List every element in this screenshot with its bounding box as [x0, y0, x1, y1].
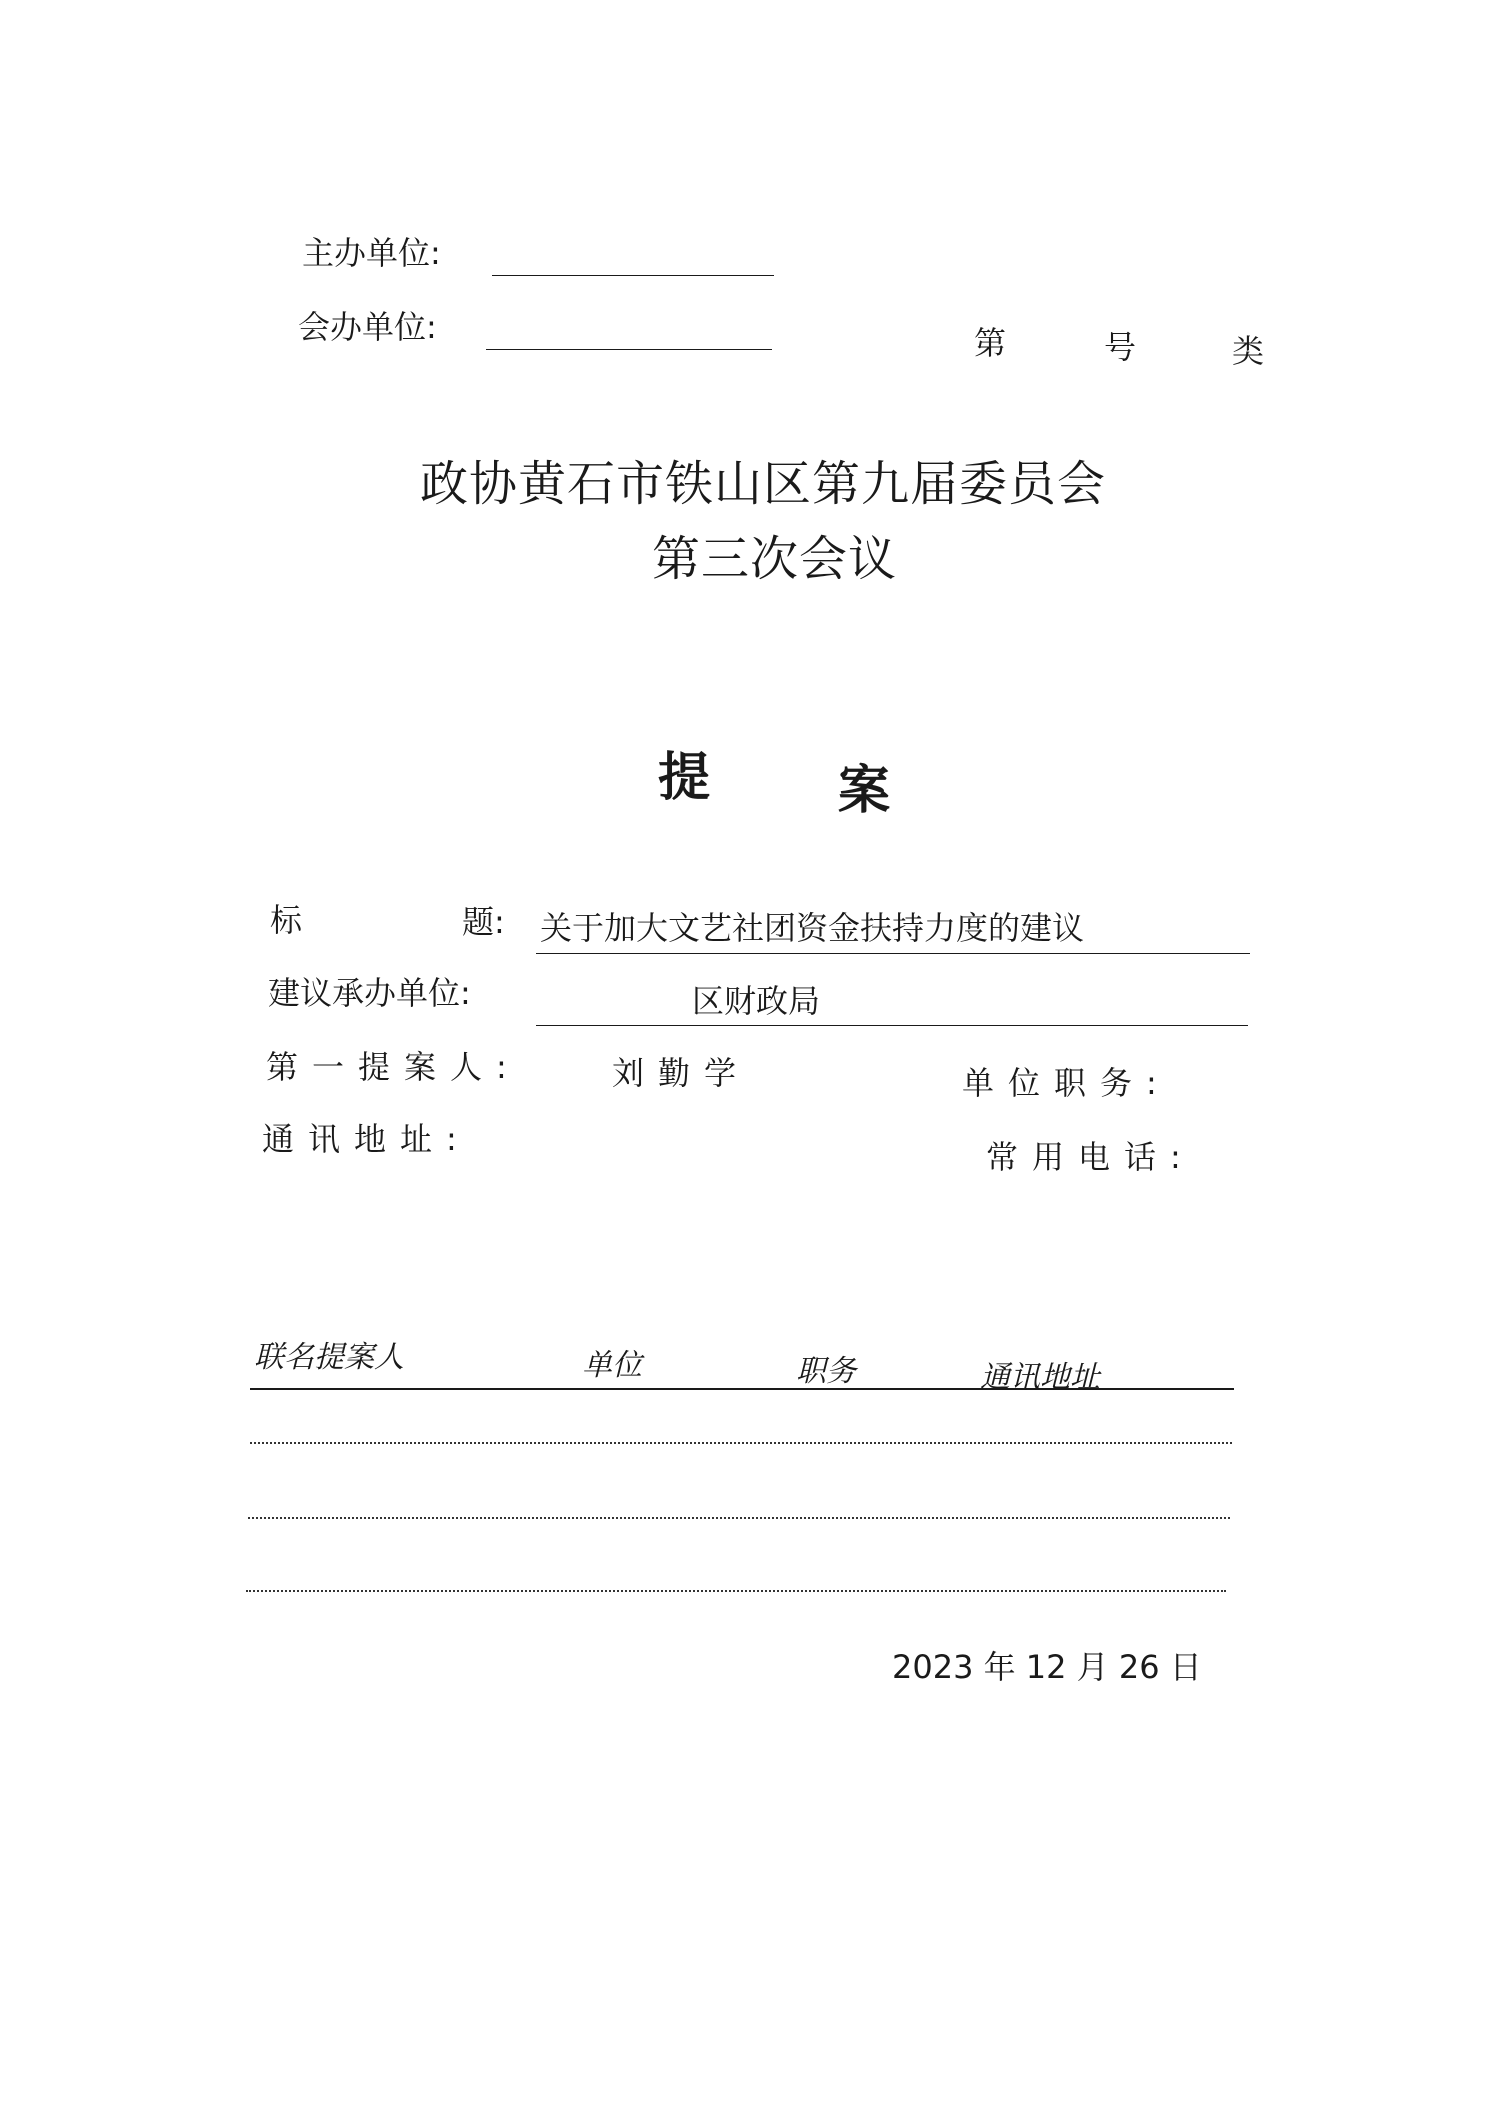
host-unit-label: 主办单位:	[302, 234, 441, 272]
proposal-title-label-b: 题:	[462, 903, 505, 941]
doc-type-char1: 提	[658, 748, 711, 808]
cohost-unit-label: 会办单位:	[298, 308, 437, 346]
doc-type-char2: 案	[838, 761, 891, 821]
proposal-title-label-a: 标	[270, 901, 303, 939]
cosigner-col-name: 联名提案人	[254, 1340, 404, 1375]
first-proposer-value: 刘勤学	[612, 1054, 751, 1092]
handling-unit-value: 区财政局	[692, 982, 821, 1020]
cohost-unit-line	[486, 349, 772, 350]
handling-unit-label: 建议承办单位:	[268, 974, 471, 1012]
cosigner-col-position: 职务	[796, 1354, 856, 1389]
cosigner-row-1-line	[250, 1442, 1232, 1444]
cosigner-col-address: 通讯地址	[980, 1360, 1100, 1395]
conference-title-line2: 第三次会议	[652, 531, 898, 587]
phone-label: 常用电话:	[986, 1138, 1195, 1176]
cosigner-row-3-line	[246, 1590, 1226, 1592]
host-unit-line	[492, 275, 774, 276]
position-label: 单位职务:	[962, 1064, 1171, 1102]
proposal-date: 2023 年 12 月 26 日	[892, 1648, 1202, 1686]
proposal-title-value: 关于加大文艺社团资金扶持力度的建议	[540, 909, 1085, 947]
number-di: 第	[974, 324, 1007, 362]
address-label: 通讯地址:	[262, 1120, 471, 1158]
handling-unit-line	[536, 1025, 1248, 1026]
number-lei: 类	[1232, 332, 1265, 370]
first-proposer-label: 第一提案人:	[266, 1048, 521, 1086]
cosigner-row-2-line	[248, 1517, 1230, 1519]
cosigner-header-line	[250, 1388, 1234, 1390]
proposal-title-line	[536, 953, 1250, 954]
cosigner-col-unit: 单位	[582, 1348, 642, 1383]
conference-title-line1: 政协黄石市铁山区第九届委员会	[420, 456, 1107, 512]
number-hao: 号	[1104, 328, 1137, 366]
